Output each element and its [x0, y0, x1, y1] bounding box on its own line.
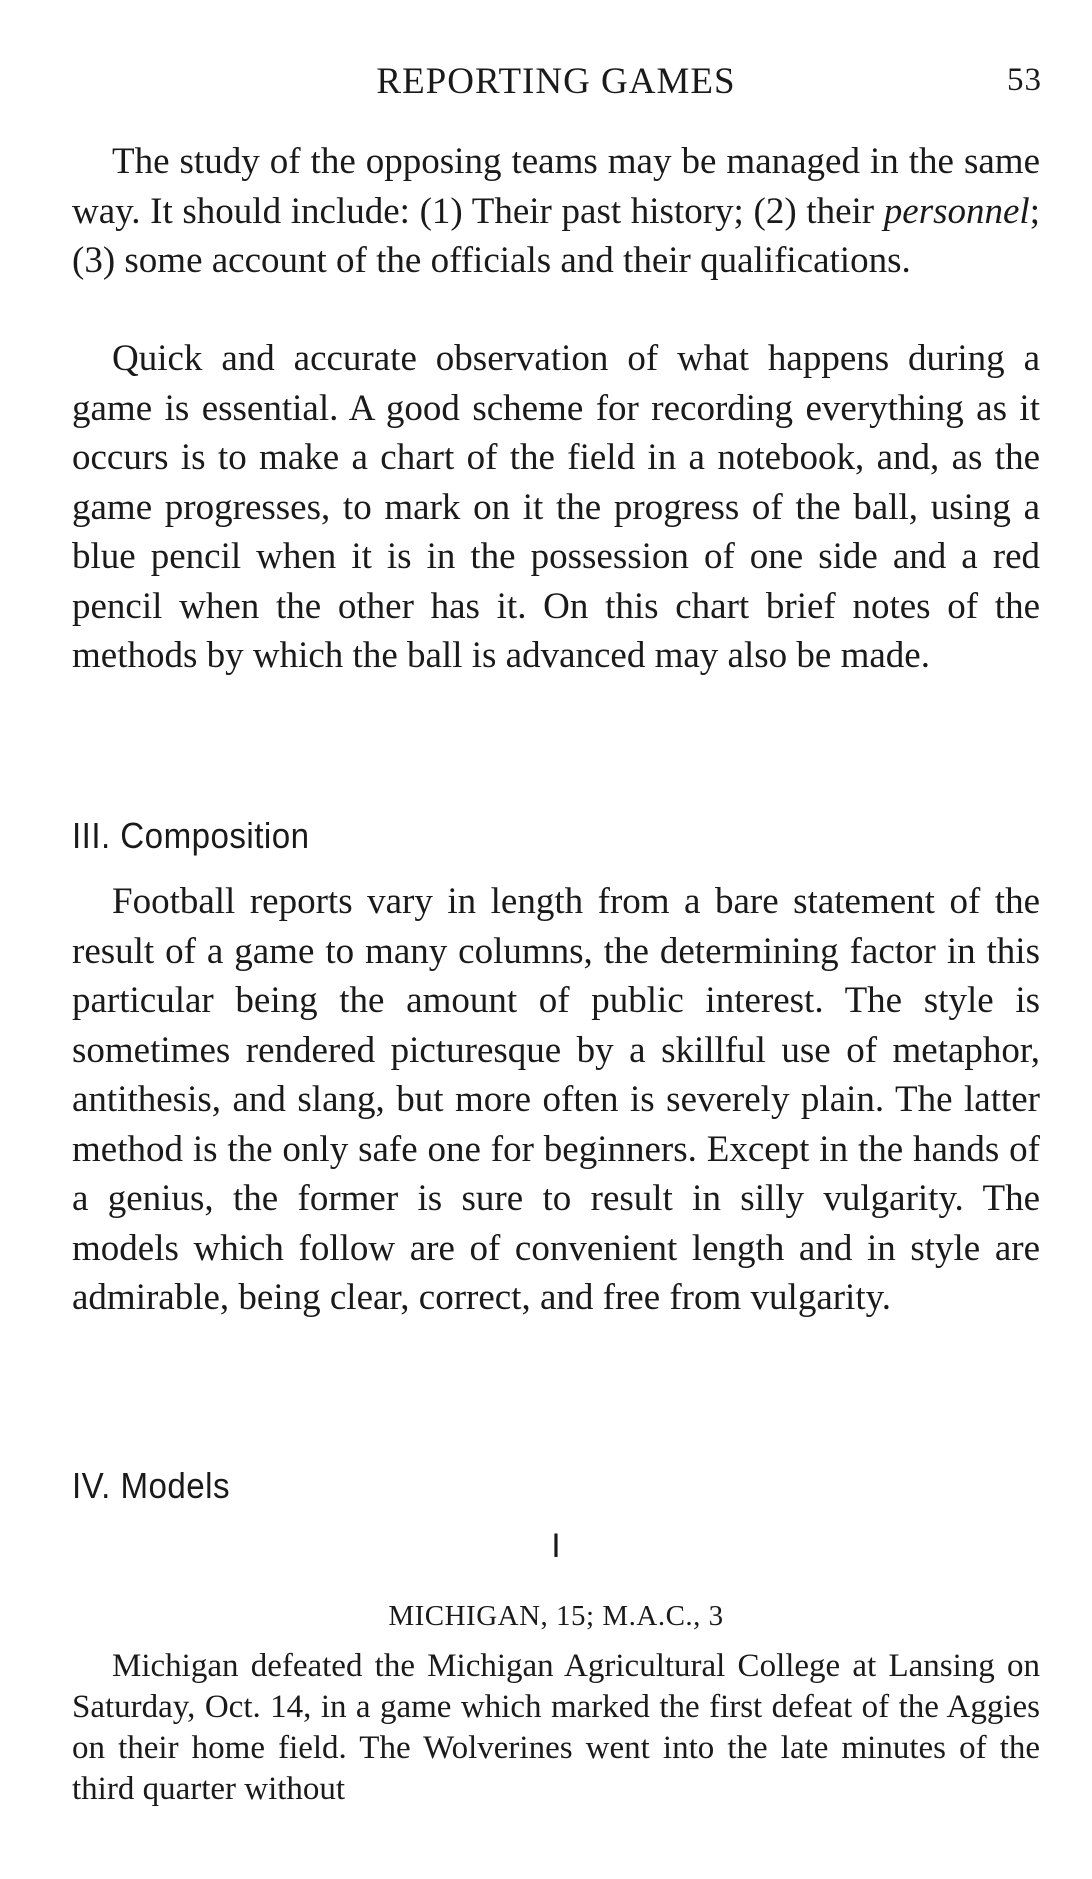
book-page — [72, 0, 1040, 1879]
section-heading-models: IV. Models — [72, 1465, 231, 1506]
model-numeral: I — [551, 1527, 561, 1565]
model-text: Michigan defeated the Michigan Agricultural College at Lansing on Saturday, Oct. 14, in a game which marked the first defeat of the Aggies on their home field. The Wolverines went into the late minutes of the third quarter without — [72, 1648, 1040, 1807]
italic-term: personnel — [883, 190, 1030, 232]
running-title: REPORTING GAMES — [376, 61, 736, 102]
model-title: MICHIGAN, 15; M.A.C., 3 — [388, 1600, 724, 1632]
paragraph-opposing-teams: The study of the opposing teams may be managed in the same way. It should include: (1) Their past history; (2) their personnel; (3) some account of the officials and their qualifications. — [72, 141, 1040, 281]
paragraph-observation: Quick and accurate observation of what happens during a game is essential. A good scheme for recording everything as it occurs is to make a chart of the field in a notebook, and, as the game progresses, to mark on it the progress of the ball, using a blue pencil when it is in the possession of one side and a red pencil when the other has it. On this chart brief notes of the methods by which the ball is advanced may also be made. — [72, 338, 1040, 676]
page-number: 53 — [1007, 62, 1042, 98]
section-heading-composition: III. Composition — [72, 815, 310, 856]
paragraph-composition: Football reports vary in length from a bare statement of the result of a game to many columns, the determining factor in this particular being the amount of public interest. The style is sometimes rendered picturesque by a skillful use of metaphor, antithesis, and slang, but more often is severely plain. The latter method is the only safe one for beginners. Except in the hands of a genius, the former is sure to result in silly vulgarity. The models which follow are of convenient length and in style are admirable, being clear, correct, and free from vulgarity. — [72, 881, 1040, 1318]
running-head — [72, 60, 1040, 104]
